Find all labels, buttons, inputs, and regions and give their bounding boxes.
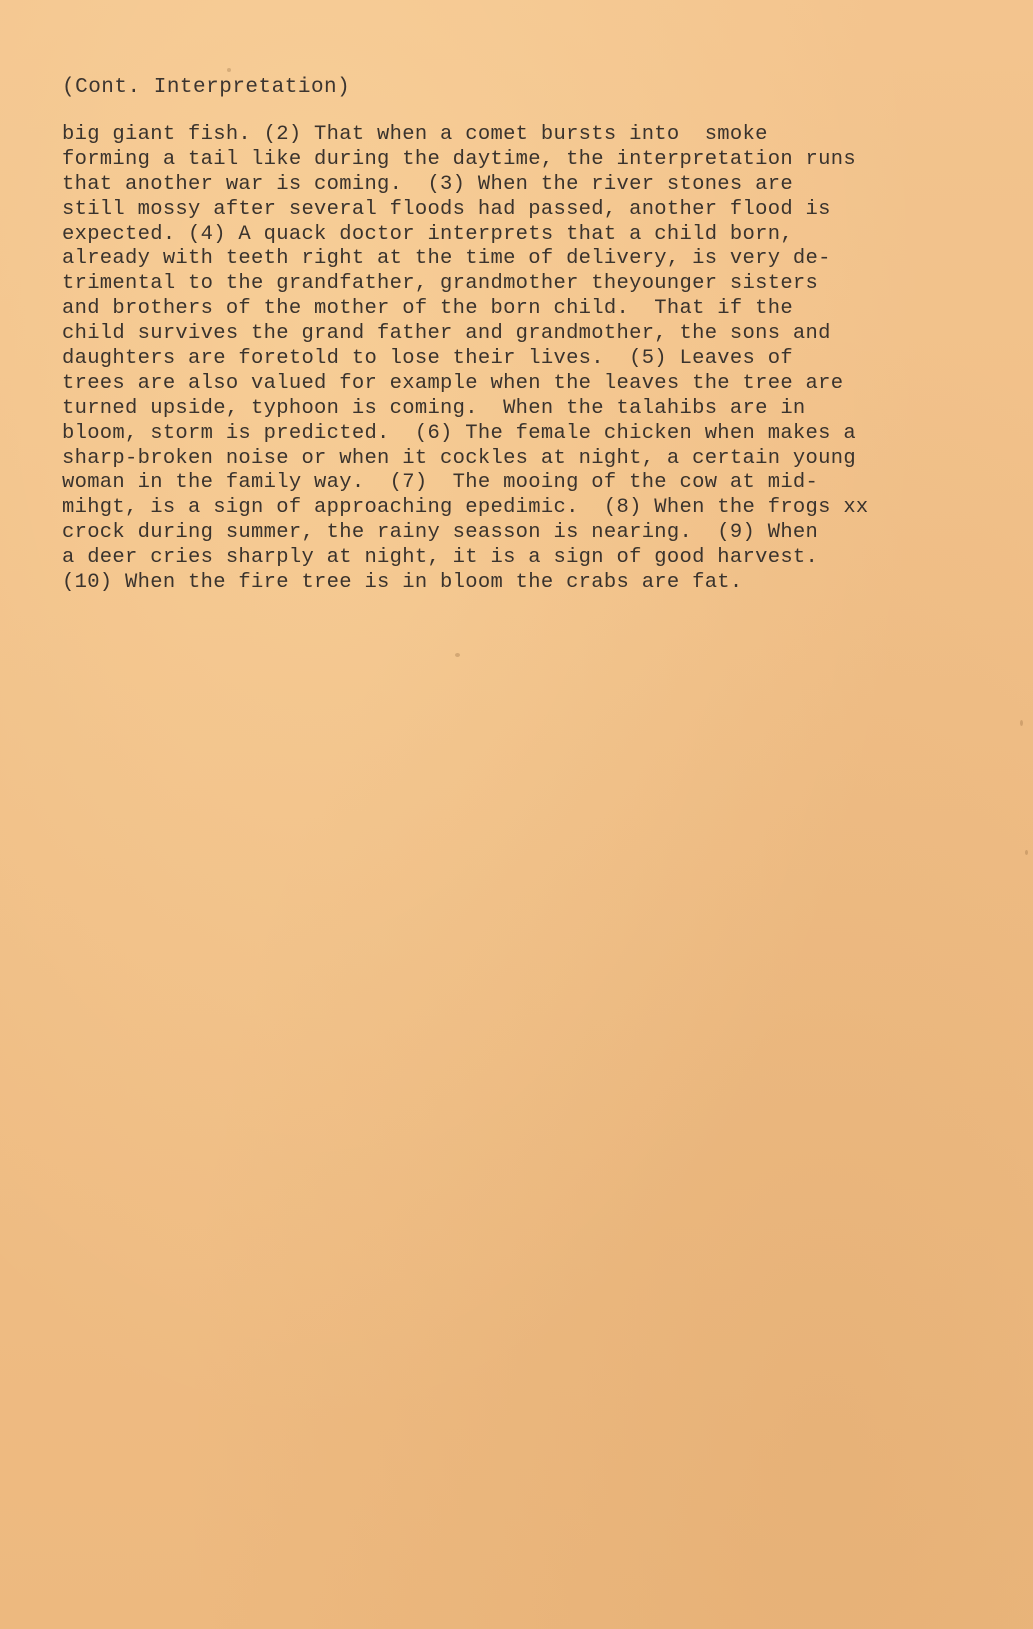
text-line: trimental to the grandfather, grandmother theyounger sisters xyxy=(62,272,819,296)
text-line: that another war is coming. (3) When the river stones are xyxy=(62,172,793,196)
paper-speck xyxy=(1020,720,1023,726)
paper-speck xyxy=(1025,850,1028,855)
text-line: woman in the family way. (7) The mooing of the cow at mid- xyxy=(62,471,819,495)
text-line: daughters are foretold to lose their lives. (5) Leaves of xyxy=(62,347,793,371)
page-heading: (Cont. Interpretation) xyxy=(62,76,351,99)
paper-speck xyxy=(455,653,460,657)
paper-speck xyxy=(227,68,231,72)
text-line: already with teeth right at the time of delivery, is very de- xyxy=(62,247,831,271)
text-line: forming a tail like during the daytime, the interpretation runs xyxy=(62,147,856,171)
text-line: bloom, storm is predicted. (6) The female chicken when makes a xyxy=(62,421,856,445)
text-line: turned upside, typhoon is coming. When the talahibs are in xyxy=(62,396,806,420)
text-line: a deer cries sharply at night, it is a sign of good harvest. xyxy=(62,546,819,570)
text-line: child survives the grand father and grandmother, the sons and xyxy=(62,322,831,346)
text-line: sharp-broken noise or when it cockles at night, a certain young xyxy=(62,446,856,470)
text-line: big giant fish. (2) That when a comet bursts into smoke xyxy=(62,123,768,146)
text-line: and brothers of the mother of the born child. That if the xyxy=(62,297,793,321)
text-line: crock during summer, the rainy seasson is nearing. (9) When xyxy=(62,521,819,545)
text-line: mihgt, is a sign of approaching epedimic. (8) When the frogs xx xyxy=(62,496,869,520)
text-line: trees are also valued for example when the leaves the tree are xyxy=(62,371,844,395)
body-text xyxy=(62,123,869,596)
text-line: still mossy after several floods had passed, another flood is xyxy=(62,197,831,221)
text-line: expected. (4) A quack doctor interprets that a child born, xyxy=(62,222,793,246)
text-line: (10) When the fire tree is in bloom the crabs are fat. xyxy=(62,571,743,595)
